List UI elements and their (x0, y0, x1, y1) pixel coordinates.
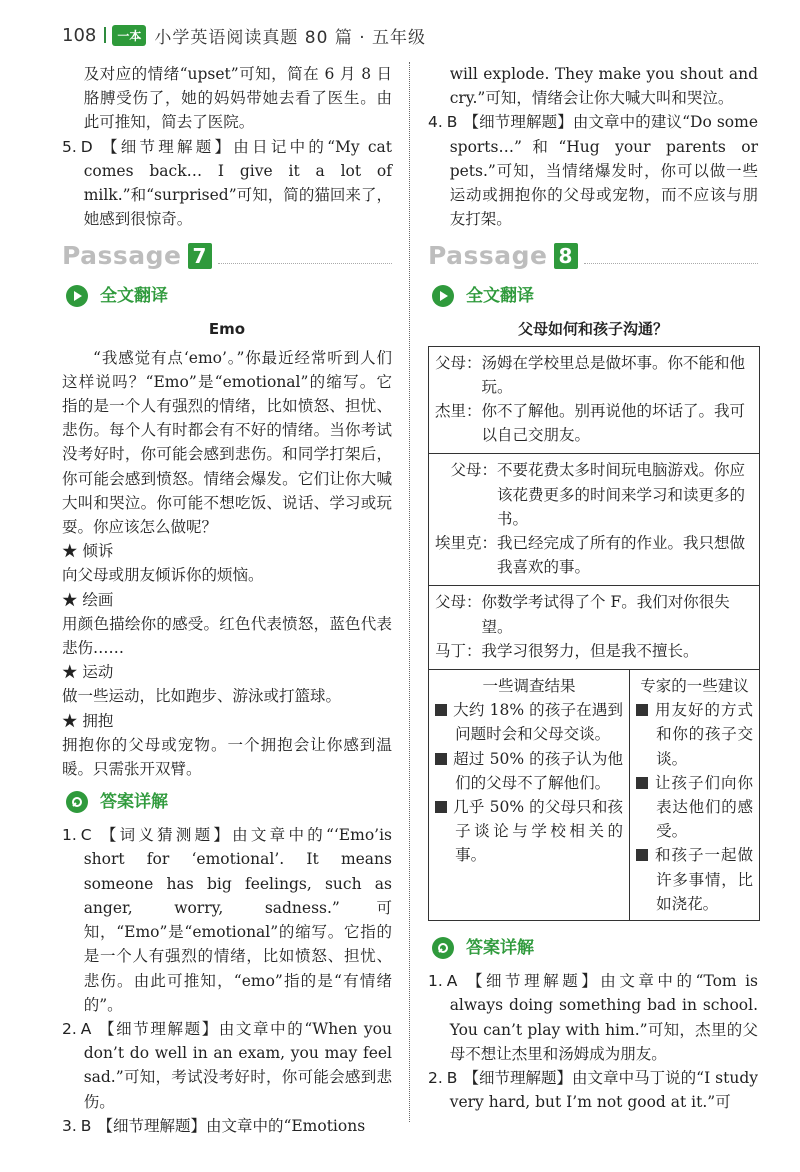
square-bullet-icon (636, 849, 648, 861)
passage-word: Passage (62, 241, 182, 271)
experts-column (630, 670, 759, 920)
square-bullet-icon (435, 801, 447, 813)
square-bullet-icon (435, 704, 447, 716)
expert-item: 让孩子们向你表达他们的感受。 (636, 771, 753, 844)
dialog-block (429, 586, 759, 670)
dialog-line: 父母：不要花费太多时间玩电脑游戏。你应该花费更多的时间来学习和读更多的书。 (450, 461, 746, 528)
passage-word: Passage (428, 241, 548, 271)
survey-item: 超过 50% 的孩子认为他们的父母不了解他们。 (435, 747, 623, 795)
brand-logo: 一本 (112, 25, 146, 46)
header-divider (104, 27, 106, 43)
tip-body: 做一些运动，比如跑步、游泳或打篮球。 (62, 687, 342, 706)
answer-4: 4. B 【细节理解题】由文章中的建议“Do some sports…”和“Hug your parents or pets.”可知，当情绪爆发时，你可以做一些运动或拥抱你的父母或宠物，而不应该与朋友打架。 (428, 113, 758, 229)
tip-heading: ★ 倾诉 (62, 542, 114, 561)
dialog-line: 马丁：我学习很努力，但是我不擅长。 (435, 641, 699, 660)
answers-heading: 答案详解 (66, 789, 392, 815)
translation-heading: 全文翻译 (66, 283, 392, 309)
page-number: 108 (62, 24, 97, 46)
heading-dotted-line (584, 249, 758, 264)
survey-item: 大约 18% 的孩子在遇到问题时会和父母交谈。 (435, 698, 623, 746)
square-bullet-icon (435, 753, 447, 765)
answers-heading: 答案详解 (432, 935, 758, 961)
tip-body: 拥抱你的父母或宠物。一个拥抱会让你感到温暖。只需张开双臂。 (62, 735, 392, 779)
book-title: 小学英语阅读真题 80 篇 · 五年级 (154, 27, 427, 48)
article-title: Emo (208, 320, 246, 339)
experts-title: 专家的一些建议 (640, 677, 749, 696)
square-bullet-icon (636, 704, 648, 716)
survey-item: 几乎 50% 的父母只和孩子谈论与学校相关的事。 (435, 795, 623, 868)
survey-title: 一些调查结果 (482, 677, 576, 696)
page-header (62, 20, 426, 50)
answer-item: 2. B 【细节理解题】由文章中马丁说的“I study very hard, but I’m not good at it.”可 (428, 1068, 758, 1112)
dialog-line: 杰里：你不了解他。别再说他的坏话了。我可以自己交朋友。 (435, 402, 746, 445)
left-column (62, 62, 392, 1138)
continued-answer-text: 及对应的情绪“upset”可知，简在 6 月 8 日胳膊受伤了，她的妈妈带她去看了医生。由此可推知，简去了医院。 (83, 65, 392, 132)
tip-heading: ★ 拥抱 (62, 711, 114, 730)
answers-icon (66, 791, 88, 813)
survey-experts-row (429, 670, 759, 920)
expert-item: 和孩子一起做许多事情，比如浇花。 (636, 843, 753, 916)
tip-list (62, 539, 392, 781)
answers-icon (432, 937, 454, 959)
survey-column (429, 670, 630, 920)
translation-heading: 全文翻译 (432, 283, 758, 309)
dialog-line: 父母：汤姆在学校里总是做坏事。你不能和他玩。 (435, 353, 746, 396)
answer-5: 5. D 【细节理解题】由日记中的“My cat comes back… I give it a lot of milk.”和“surprised”可知，简的猫回来了，她感到很惊奇。 (62, 137, 392, 229)
heading-dotted-line (218, 249, 392, 264)
right-column (428, 62, 758, 1114)
passage-7-heading (62, 239, 392, 273)
column-divider (409, 62, 410, 1122)
dialog-table (428, 346, 760, 921)
play-icon (432, 285, 454, 307)
dialog-line: 父母：你数学考试得了个 F。我们对你很失望。 (435, 593, 730, 636)
tip-heading: ★ 绘画 (62, 590, 114, 609)
dialog-block (429, 347, 759, 455)
dialog-line: 埃里克：我已经完成了所有的作业。我只想做我喜欢的事。 (435, 534, 746, 577)
passage-8-heading (428, 239, 758, 273)
tip-body: 用颜色描绘你的感受。红色代表愤怒，蓝色代表悲伤…… (62, 614, 392, 658)
dialog-block (429, 454, 759, 586)
answer-item: 3. B 【细节理解题】由文章中的“Emotions (62, 1116, 366, 1135)
tip-heading: ★ 运动 (62, 663, 114, 682)
article-title: 父母如何和孩子沟通？ (517, 320, 668, 339)
square-bullet-icon (636, 777, 648, 789)
tip-body: 向父母或朋友倾诉你的烦恼。 (62, 566, 264, 585)
article-intro: “我感觉有点‘emo’。”你最近经常听到人们这样说吗？“Emo”是“emotional”的缩写。它指的是一个人有强烈的情绪，比如愤怒、担忧、悲伤。每个人有时都会有不好的情绪。当你考试没考好时，你可能会感到悲伤。和同学打架后，你可能会感到愤怒。情绪会爆发。它们让你大喊大叫和哭泣。你可能不想吃饭、说话、学习或玩耍。你应该怎么做呢？ (62, 348, 392, 537)
passage-number-badge: 8 (554, 243, 578, 269)
answer-item: 1. C 【词义猜测题】由文章中的“‘Emo’is short for ‘emotional’. It means someone has big feelings, such as anger, worry, sadness.”可知，“Emo”是“emotional”的缩写。它指的是一个人有强烈的情绪，比如愤怒、担忧、悲伤。由此可推知，“emo”指的是“有情绪的”。 (62, 826, 392, 1014)
answer-item: 1. A 【细节理解题】由文章中的“Tom is always doing something bad in school. You can’t play with him.”可知，杰里的父母不想让杰里和汤姆成为朋友。 (428, 972, 758, 1063)
play-icon (66, 285, 88, 307)
answer-item: 2. A 【细节理解题】由文章中的“When you don’t do well in an exam, you may feel sad.”可知，考试没考好时，你可能会感到悲伤。 (62, 1019, 392, 1111)
passage-number-badge: 7 (188, 243, 212, 269)
continued-answer-text: will explode. They make you shout and cry.”可知，情绪会让你大喊大叫和哭泣。 (449, 65, 758, 108)
expert-item: 用友好的方式和你的孩子交谈。 (636, 698, 753, 771)
